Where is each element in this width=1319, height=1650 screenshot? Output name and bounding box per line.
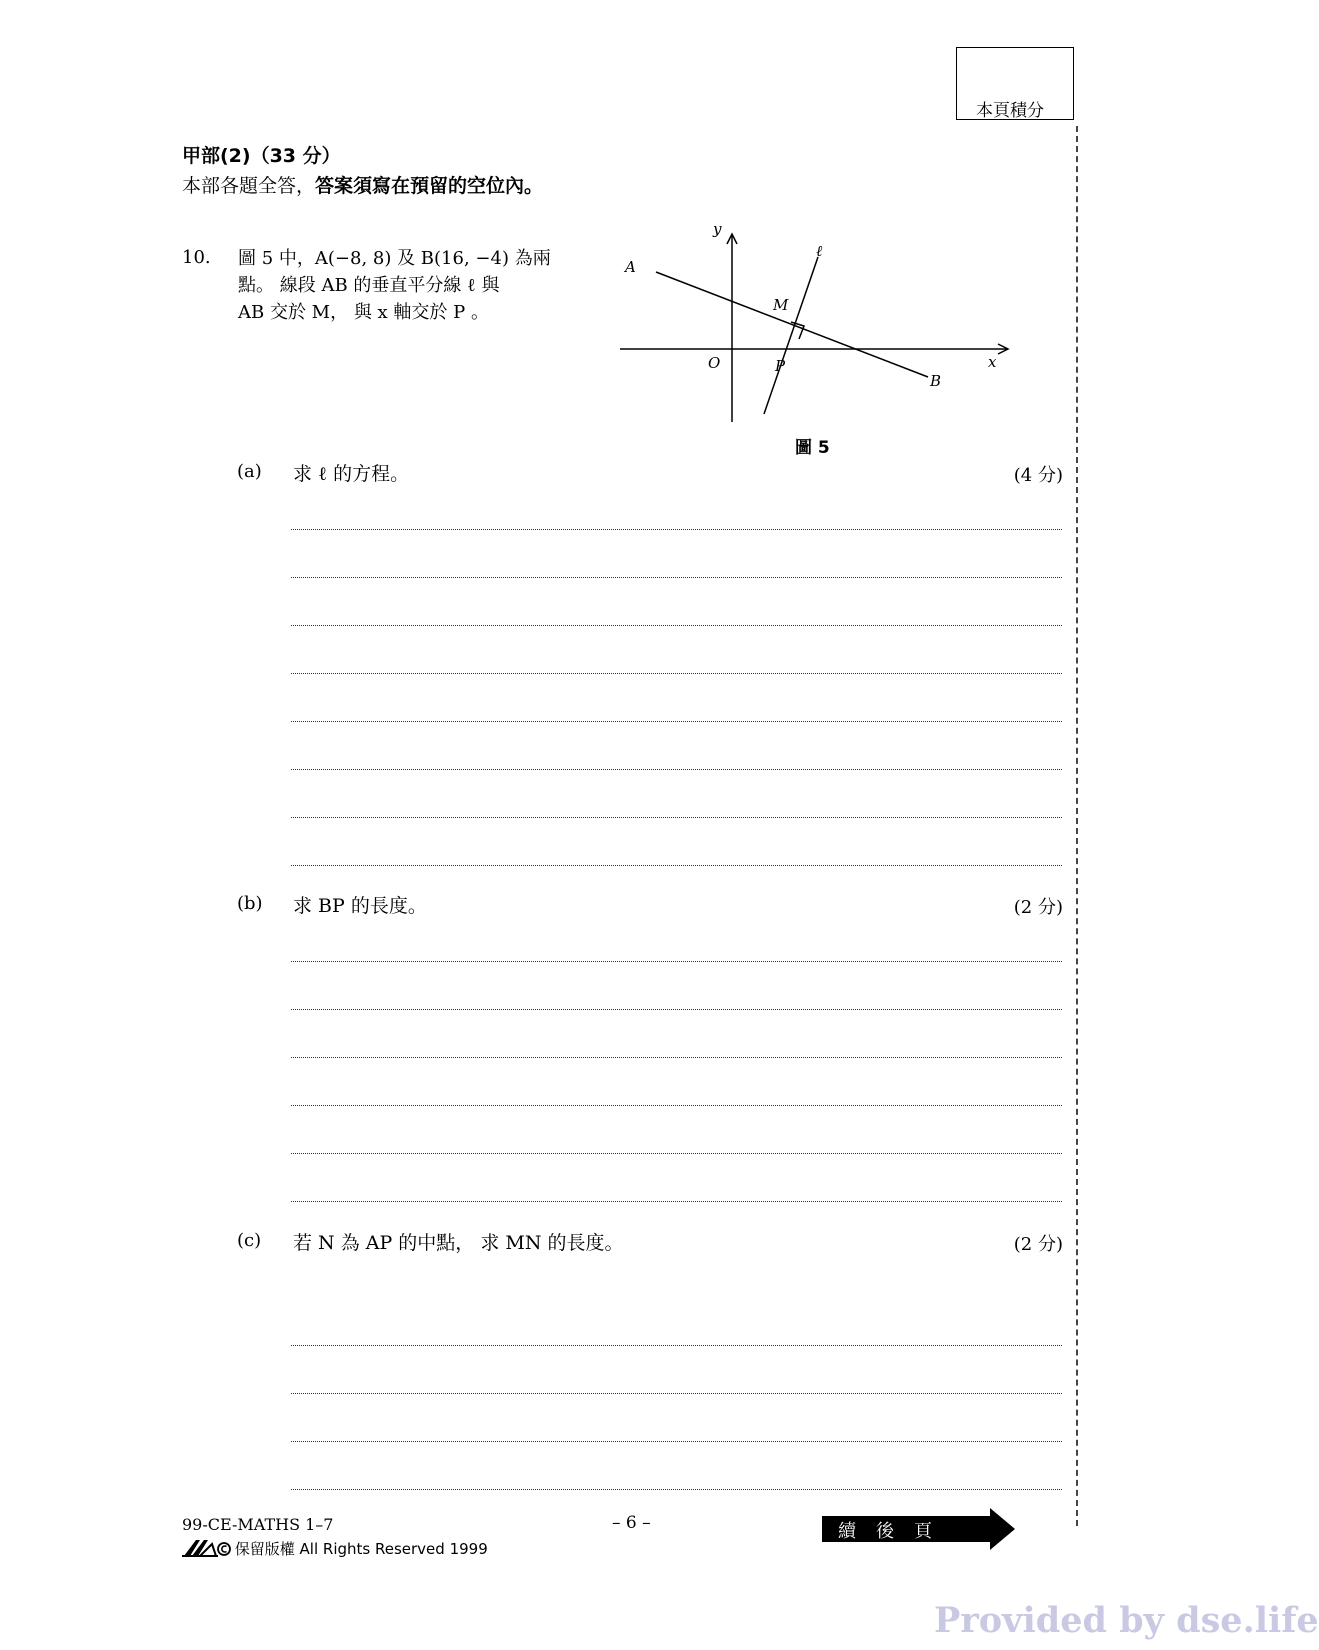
paper-code: 99-CE-MATHS 1–7 [182,1515,334,1534]
copyright-text: 保留版權 All Rights Reserved 1999 [234,1540,488,1558]
part-a-label: (a) [237,461,262,482]
copyright-line [182,1538,488,1559]
instruction-normal: 本部各題全答， [182,175,316,197]
label-x: x [988,353,997,371]
label-y: y [713,220,722,238]
part-b-text: 求 BP 的長度。 [293,895,427,917]
answer-line[interactable] [291,673,1062,674]
part-a-text: 求 ℓ 的方程。 [293,463,410,485]
answer-line[interactable] [291,1009,1062,1010]
question-line-1: 圖 5 中，A(−8, 8) 及 B(16, −4) 為兩 [238,248,551,269]
answer-line[interactable] [291,529,1062,530]
watermark: Provided by dse.life [934,1600,1319,1641]
answer-line[interactable] [291,817,1062,818]
section-title: 甲部(2)（33 分） [182,145,341,167]
part-a-marks: (4 分) [1013,465,1063,486]
continue-label: 續後頁 [838,1521,952,1542]
answer-line[interactable] [291,865,1062,866]
line-ab [656,272,928,377]
hkeaa-logo-icon [182,1538,230,1558]
line-ell [764,257,818,414]
answer-line[interactable] [291,1393,1062,1394]
answer-line[interactable] [291,1489,1062,1490]
question-number: 10. [182,247,211,268]
figure-caption: 圖 5 [795,438,830,458]
answer-line[interactable] [291,721,1062,722]
answer-line[interactable] [291,1441,1062,1442]
margin-dashed-line [1076,126,1078,1526]
label-m: M [773,296,789,314]
score-box-label: 本頁積分 [976,101,1044,121]
part-b-label: (b) [237,893,263,914]
answer-line[interactable] [291,1105,1062,1106]
answer-line[interactable] [291,1201,1062,1202]
answer-line[interactable] [291,769,1062,770]
answer-line[interactable] [291,625,1062,626]
figure-5-diagram [620,222,1020,432]
section-instruction [182,171,543,198]
answer-line[interactable] [291,1345,1062,1346]
label-ell: ℓ [816,242,823,260]
part-b-marks: (2 分) [1013,897,1063,918]
label-o: O [708,354,721,372]
answer-line[interactable] [291,1153,1062,1154]
question-line-3: AB 交於 M， 與 x 軸交於 P 。 [238,302,489,323]
answer-line[interactable] [291,577,1062,578]
answer-line[interactable] [291,961,1062,962]
label-a: A [625,258,636,276]
part-c-label: (c) [237,1230,262,1251]
answer-line[interactable] [291,1057,1062,1058]
part-c-text: 若 N 為 AP 的中點， 求 MN 的長度。 [293,1232,624,1254]
label-p: P [775,357,786,375]
question-text [238,245,551,326]
instruction-bold: 答案須寫在預留的空位內。 [315,175,544,197]
label-b: B [930,372,942,390]
part-c-marks: (2 分) [1013,1234,1063,1255]
question-line-2: 點。 線段 AB 的垂直平分線 ℓ 與 [238,275,500,296]
page-number: – 6 – [612,1513,651,1533]
